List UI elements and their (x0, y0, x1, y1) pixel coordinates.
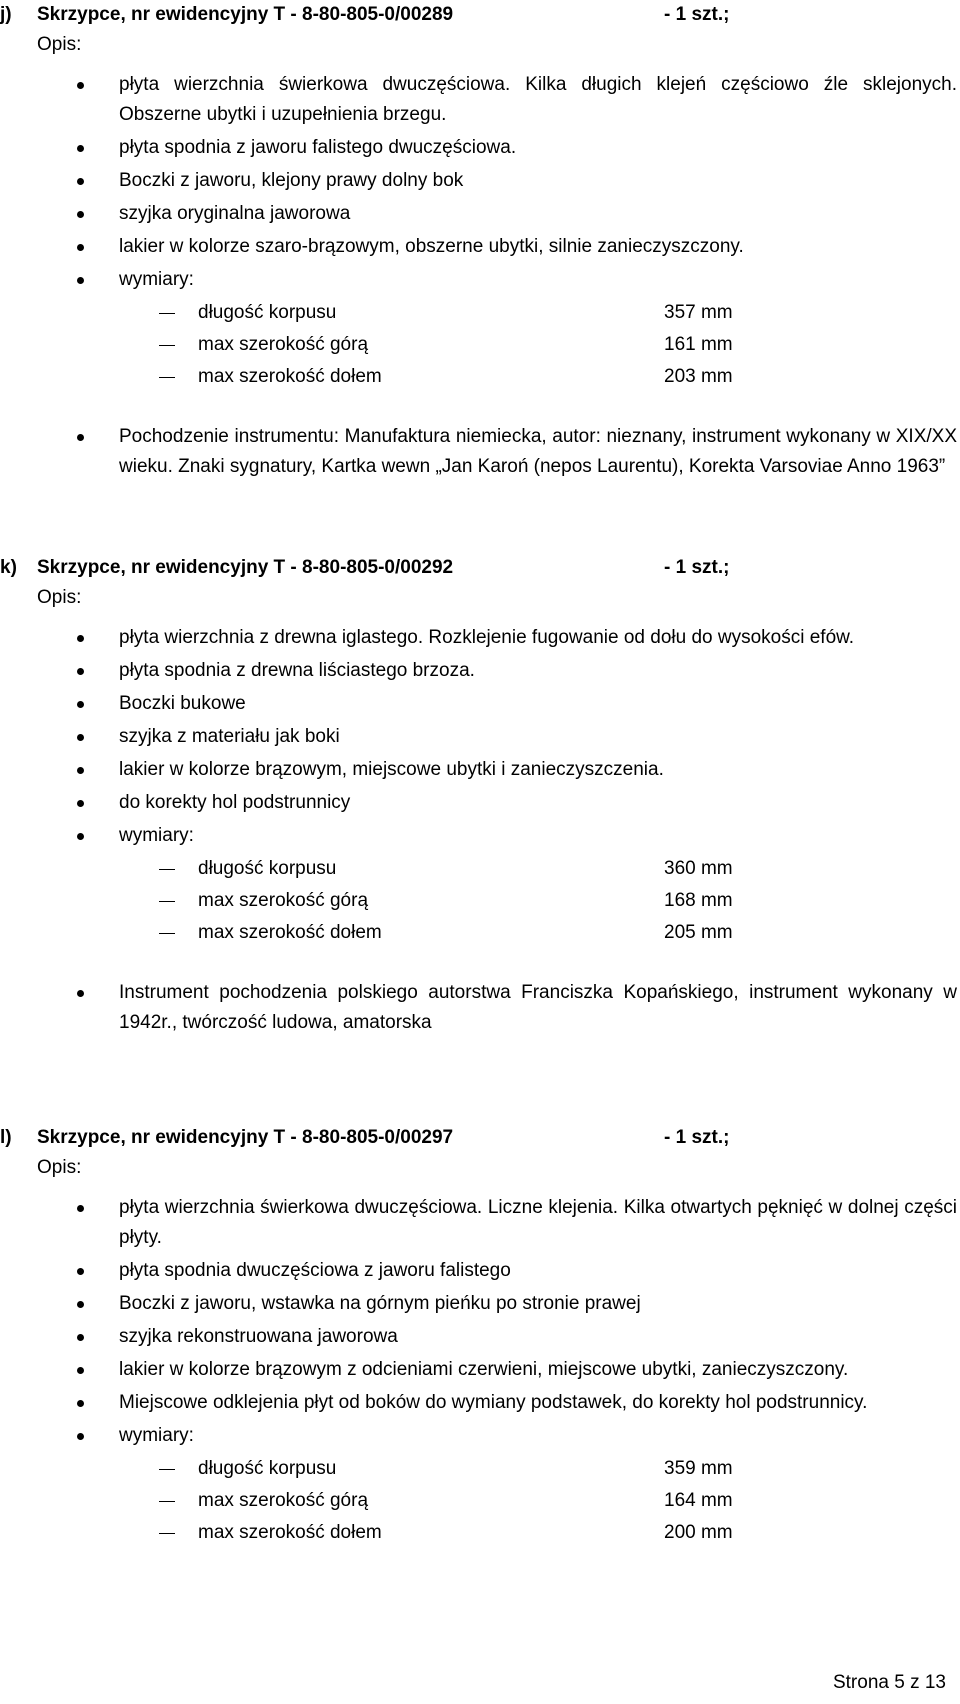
dash-marker (159, 345, 175, 346)
list-item: Boczki bukowe (0, 689, 957, 719)
list-item: lakier w kolorze brązowym, miejscowe ubytki i zanieczyszczenia. (0, 755, 957, 785)
section-quantity: - 1 szt.; (664, 4, 730, 25)
list-item: Boczki z jaworu, klejony prawy dolny bok (0, 166, 957, 196)
list-item: płyta wierzchnia z drewna iglastego. Rozklejenie fugowanie od dołu do wysokości efów. (0, 623, 957, 653)
list-item: szyjka rekonstruowana jaworowa (0, 1322, 957, 1352)
dimension-label: max szerokość dołem (198, 1522, 382, 1543)
dimension-value: 359 mm (664, 1458, 733, 1479)
dimension-label: długość korpusu (198, 1458, 337, 1479)
dimension-label: max szerokość dołem (198, 922, 382, 943)
dimension-value: 161 mm (664, 334, 733, 355)
section-header (0, 1123, 960, 1153)
dimension-label: długość korpusu (198, 858, 337, 879)
dimension-row (0, 854, 960, 886)
dimension-value: 357 mm (664, 302, 733, 323)
dimension-value: 205 mm (664, 922, 733, 943)
list-item: płyta spodnia dwuczęściowa z jaworu falistego (0, 1256, 957, 1286)
list-item: płyta wierzchnia świerkowa dwuczęściowa. Liczne klejenia. Kilka otwartych pęknięć w dolnej części płyty. (0, 1193, 957, 1253)
list-item: Boczki z jaworu, wstawka na górnym pieńku po stronie prawej (0, 1289, 957, 1319)
section-letter: k) (0, 557, 17, 578)
dimension-row (0, 1454, 960, 1486)
dimension-row (0, 1518, 960, 1550)
list-item: płyta spodnia z drewna liściastego brzoza. (0, 656, 957, 686)
list-item: Miejscowe odklejenia płyt od boków do wymiany podstawek, do korekty hol podstrunnicy. (0, 1388, 957, 1418)
origin-list (0, 422, 960, 482)
list-item: wymiary: (0, 821, 957, 851)
dash-marker (159, 869, 175, 870)
dimension-row (0, 362, 960, 394)
list-item: płyta wierzchnia świerkowa dwuczęściowa. Kilka długich klejeń częściowo źle sklejonych. Obszerne ubytki i uzupełnienia brzegu. (0, 70, 957, 130)
list-item: szyjka oryginalna jaworowa (0, 199, 957, 229)
list-item: płyta spodnia z jaworu falistego dwuczęściowa. (0, 133, 957, 163)
dash-marker (159, 933, 175, 934)
section-letter: j) (0, 4, 12, 25)
dimension-value: 168 mm (664, 890, 733, 911)
section-title: Skrzypce, nr ewidencyjny T - 8-80-805-0/00289 (37, 4, 454, 25)
dimensions-list (0, 298, 960, 394)
list-item: do korekty hol podstrunnicy (0, 788, 957, 818)
dimension-label: max szerokość górą (198, 1490, 369, 1511)
list-item: wymiary: (0, 1421, 957, 1451)
dimension-value: 200 mm (664, 1522, 733, 1543)
dimensions-list (0, 1454, 960, 1550)
dimension-value: 164 mm (664, 1490, 733, 1511)
dimension-row (0, 918, 960, 950)
dimension-label: długość korpusu (198, 302, 337, 323)
origin-text: Pochodzenie instrumentu: Manufaktura niemiecka, autor: nieznany, instrument wykonany w XIX/XX wieku. Znaki sygnatury, Kartka wewn „Jan Karoń (nepos Laurentu), Korekta Varsoviae Anno 1963” (0, 422, 957, 482)
opis-label: Opis: (37, 34, 82, 55)
section-j (0, 0, 960, 485)
origin-list (0, 978, 960, 1038)
list-item: lakier w kolorze szaro-brązowym, obszerne ubytki, silnie zanieczyszczony. (0, 232, 957, 262)
list-item: lakier w kolorze brązowym z odcieniami czerwieni, miejscowe ubytki, zanieczyszczony. (0, 1355, 957, 1385)
dimension-value: 360 mm (664, 858, 733, 879)
page-number: Strona 5 z 13 (832, 1672, 946, 1693)
section-l (0, 1123, 960, 1556)
dimension-value: 203 mm (664, 366, 733, 387)
dimension-row (0, 298, 960, 330)
origin-text: Instrument pochodzenia polskiego autorstwa Franciszka Kopańskiego, instrument wykonany w 1942r., twórczość ludowa, amatorska (0, 978, 957, 1038)
dash-marker (159, 901, 175, 902)
opis-label: Opis: (37, 1157, 82, 1178)
dash-marker (159, 377, 175, 378)
list-item: wymiary: (0, 265, 957, 295)
dimension-row (0, 330, 960, 362)
dash-marker (159, 1533, 175, 1534)
section-quantity: - 1 szt.; (664, 557, 730, 578)
section-quantity: - 1 szt.; (664, 1127, 730, 1148)
section-letter: l) (0, 1127, 12, 1148)
dimension-row (0, 886, 960, 918)
dash-marker (159, 313, 175, 314)
section-header (0, 0, 960, 30)
opis-label: Opis: (37, 587, 82, 608)
dimensions-list (0, 854, 960, 950)
dimension-label: max szerokość górą (198, 890, 369, 911)
description-list (0, 70, 960, 295)
section-k (0, 553, 960, 1041)
section-title: Skrzypce, nr ewidencyjny T - 8-80-805-0/00297 (37, 1127, 454, 1148)
dash-marker (159, 1469, 175, 1470)
description-list (0, 1193, 960, 1451)
dash-marker (159, 1501, 175, 1502)
section-title: Skrzypce, nr ewidencyjny T - 8-80-805-0/00292 (37, 557, 454, 578)
dimension-row (0, 1486, 960, 1518)
dimension-label: max szerokość dołem (198, 366, 382, 387)
list-item: szyjka z materiału jak boki (0, 722, 957, 752)
description-list (0, 623, 960, 851)
dimension-label: max szerokość górą (198, 334, 369, 355)
section-header (0, 553, 960, 583)
